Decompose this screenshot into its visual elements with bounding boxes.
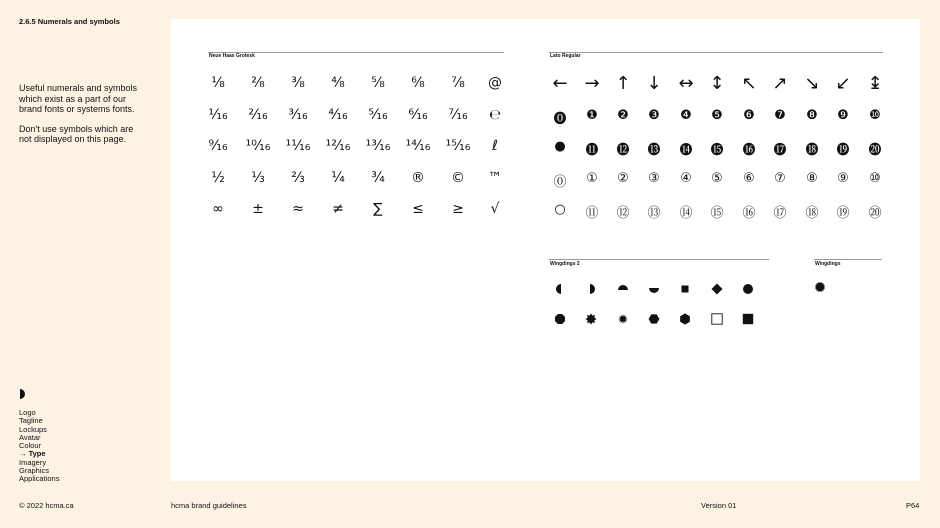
glyph: ⁶⁄₈ xyxy=(411,75,425,91)
empty-square-icon xyxy=(710,312,724,331)
numeral-glyph: ⑳ xyxy=(868,206,882,221)
glyph: ¹¹⁄₁₆ xyxy=(285,138,311,154)
footer-version: Version 01 xyxy=(701,501,737,510)
numeral-glyph: ⑤ xyxy=(711,171,723,186)
nav-item[interactable]: Lockups xyxy=(19,424,47,434)
glyph: ⅔ xyxy=(291,170,305,186)
half-circle-logo-icon xyxy=(19,389,26,399)
arrow-glyph: ↔ xyxy=(678,73,694,94)
numeral-glyph: ⑯ xyxy=(742,206,756,221)
glyph: ¹⁄₁₆ xyxy=(208,107,228,123)
wingdings-rule xyxy=(814,259,882,260)
arrow-glyph: ↑ xyxy=(615,73,631,94)
numeral-glyph: ❾ xyxy=(837,108,849,123)
numeral-glyph: ⓲ xyxy=(805,143,819,158)
glyph: ® xyxy=(411,170,425,186)
glyph: ℓ xyxy=(492,138,498,154)
glyph: ≠ xyxy=(332,201,344,217)
arrow-glyph: → xyxy=(584,73,600,94)
arrow-glyph: ↗ xyxy=(772,73,788,94)
glyph: ⅝ xyxy=(371,75,385,91)
numeral-glyph: ⑧ xyxy=(806,171,818,186)
wingdings-label: Wingdings xyxy=(815,261,841,267)
glyph: ⅛ xyxy=(211,75,225,91)
numeral-glyph: ⑰ xyxy=(773,206,787,221)
numeral-glyph: ⓮ xyxy=(679,143,693,158)
numeral-glyph: ⑭ xyxy=(679,206,693,221)
glyph: ¹²⁄₁₆ xyxy=(325,138,351,154)
glyph: ± xyxy=(252,201,264,217)
glyph: ≤ xyxy=(412,201,424,217)
footer-copyright: © 2022 hcma.ca xyxy=(19,501,74,510)
sixteen-point-star-icon xyxy=(813,280,827,299)
numeral-glyph: ⓴ xyxy=(868,143,882,158)
glyph: ¹⁰⁄₁₆ xyxy=(245,138,271,154)
numeral-glyph: ① xyxy=(586,171,598,186)
nav-item[interactable]: → Type xyxy=(19,449,46,459)
glyph: ⁷⁄₁₆ xyxy=(448,107,468,123)
eight-point-star-icon xyxy=(584,312,598,331)
glyph: ⅜ xyxy=(291,75,305,91)
numeral-glyph: ⓫ xyxy=(585,143,599,158)
nav-item[interactable]: Applications xyxy=(19,474,60,484)
glyph: ⁹⁄₁₆ xyxy=(208,138,228,154)
numeral-glyph: ❺ xyxy=(711,108,723,123)
numeral-glyph: ⑬ xyxy=(647,206,661,221)
wingdings2-rule xyxy=(549,259,769,260)
glyph: ¹⁵⁄₁₆ xyxy=(445,138,471,154)
numeral-glyph: ⑱ xyxy=(805,206,819,221)
glyph: ⅓ xyxy=(251,170,265,186)
glyph: ℮ xyxy=(489,107,501,123)
nav-item[interactable]: Logo xyxy=(19,408,36,417)
numeral-glyph: ⑦ xyxy=(774,171,786,186)
octagon-wide-icon xyxy=(678,312,692,331)
glyph: ¾ xyxy=(371,170,385,186)
top-half-circle-icon xyxy=(616,282,630,301)
numeral-glyph: ⑪ xyxy=(585,206,599,221)
numeral-glyph: ⑮ xyxy=(710,206,724,221)
arrow-glyph: ↕ xyxy=(709,73,725,94)
circle-icon xyxy=(741,282,755,301)
right-half-circle-icon xyxy=(584,282,598,301)
content-panel xyxy=(171,19,920,481)
diamond-icon xyxy=(710,282,724,301)
numeral-glyph: ⓬ xyxy=(616,143,630,158)
neue-haas-label: Neue Haas Grotesk xyxy=(209,53,255,59)
nav-item[interactable]: Graphics xyxy=(19,466,50,476)
hexagon-icon xyxy=(647,312,661,331)
numeral-glyph: ④ xyxy=(680,171,692,186)
glyph: ™ xyxy=(488,170,502,186)
glyph: ³⁄₁₆ xyxy=(288,107,308,123)
numeral-glyph: ⓯ xyxy=(710,143,724,158)
numeral-glyph: ⑥ xyxy=(743,171,755,186)
numeral-glyph: ○ xyxy=(554,202,566,217)
nav-item[interactable]: Avatar xyxy=(19,432,41,442)
lato-label: Lato Regular xyxy=(550,53,581,59)
glyph: ∞ xyxy=(212,201,224,217)
glyph: ⁴⁄₈ xyxy=(331,75,345,91)
glyph: ⁵⁄₁₆ xyxy=(368,107,388,123)
glyph: ¼ xyxy=(331,170,345,186)
intro-paragraph-2: Don't use symbols which are not displayed on this page. xyxy=(19,123,134,144)
numeral-glyph: ⓳ xyxy=(836,143,850,158)
numeral-glyph: ❶ xyxy=(586,108,598,123)
left-half-circle-icon xyxy=(553,282,567,301)
neue-haas-rule xyxy=(208,52,504,53)
arrow-glyph: ↖ xyxy=(741,73,757,94)
glyph: √ xyxy=(490,201,500,217)
numeral-glyph: ❽ xyxy=(806,108,818,123)
wingdings2-label: Wingdings 2 xyxy=(550,261,580,267)
arrow-glyph: ↓ xyxy=(646,73,662,94)
octagon-icon xyxy=(553,312,567,331)
numeral-glyph: ⓿ xyxy=(553,112,567,127)
footer-page-number: P64 xyxy=(906,501,920,510)
numeral-glyph: ⓰ xyxy=(742,143,756,158)
arrow-glyph: ↙ xyxy=(835,73,851,94)
numeral-glyph: ⓱ xyxy=(773,143,787,158)
small-square-icon xyxy=(678,282,692,301)
twelve-point-star-icon xyxy=(616,312,630,331)
glyph: © xyxy=(451,170,465,186)
nav-item[interactable]: Tagline xyxy=(19,416,43,426)
glyph: ≥ xyxy=(452,201,464,217)
numeral-glyph: ⑲ xyxy=(836,206,850,221)
numeral-glyph: ⓪ xyxy=(553,175,567,190)
numeral-glyph: ❻ xyxy=(743,108,755,123)
glyph: ½ xyxy=(211,170,225,186)
bottom-half-circle-icon xyxy=(647,282,661,301)
numeral-glyph: ⑫ xyxy=(616,206,630,221)
intro-text xyxy=(19,83,139,154)
nav-item[interactable]: Colour xyxy=(19,441,42,451)
arrow-glyph: ← xyxy=(552,73,568,94)
filled-square-icon xyxy=(741,312,755,331)
glyph: ²⁄₁₆ xyxy=(248,107,268,123)
nav-item[interactable]: Imagery xyxy=(19,457,47,467)
glyph: @ xyxy=(488,75,502,91)
glyph: ⁶⁄₁₆ xyxy=(408,107,428,123)
numeral-glyph: ③ xyxy=(648,171,660,186)
numeral-glyph: ● xyxy=(554,139,566,154)
numeral-glyph: ❹ xyxy=(680,108,692,123)
glyph: ¹⁴⁄₁₆ xyxy=(405,138,431,154)
glyph: ¹³⁄₁₆ xyxy=(365,138,391,154)
footer-title: hcma brand guidelines xyxy=(171,501,247,510)
numeral-glyph: ❿ xyxy=(869,108,881,123)
numeral-glyph: ⑨ xyxy=(837,171,849,186)
numeral-glyph: ❼ xyxy=(774,108,786,123)
numeral-glyph: ❷ xyxy=(617,108,629,123)
glyph: ⅞ xyxy=(451,75,465,91)
arrow-glyph: ↘ xyxy=(804,73,820,94)
lato-rule xyxy=(549,52,883,53)
glyph: ∑ xyxy=(373,201,383,217)
numeral-glyph: ② xyxy=(617,171,629,186)
numeral-glyph: ⑩ xyxy=(869,171,881,186)
numeral-glyph: ❸ xyxy=(648,108,660,123)
glyph: ≈ xyxy=(292,201,304,217)
intro-paragraph-1: Useful numerals and symbols which exist as a part of our brand fonts or systems fonts. xyxy=(19,83,138,114)
arrow-glyph: ↨ xyxy=(867,73,883,94)
section-nav xyxy=(19,409,59,484)
numeral-glyph: ⓭ xyxy=(647,143,661,158)
section-title: 2.6.5 Numerals and symbols xyxy=(19,17,120,26)
glyph: ⁴⁄₁₆ xyxy=(328,107,348,123)
glyph: ²⁄₈ xyxy=(251,75,265,91)
